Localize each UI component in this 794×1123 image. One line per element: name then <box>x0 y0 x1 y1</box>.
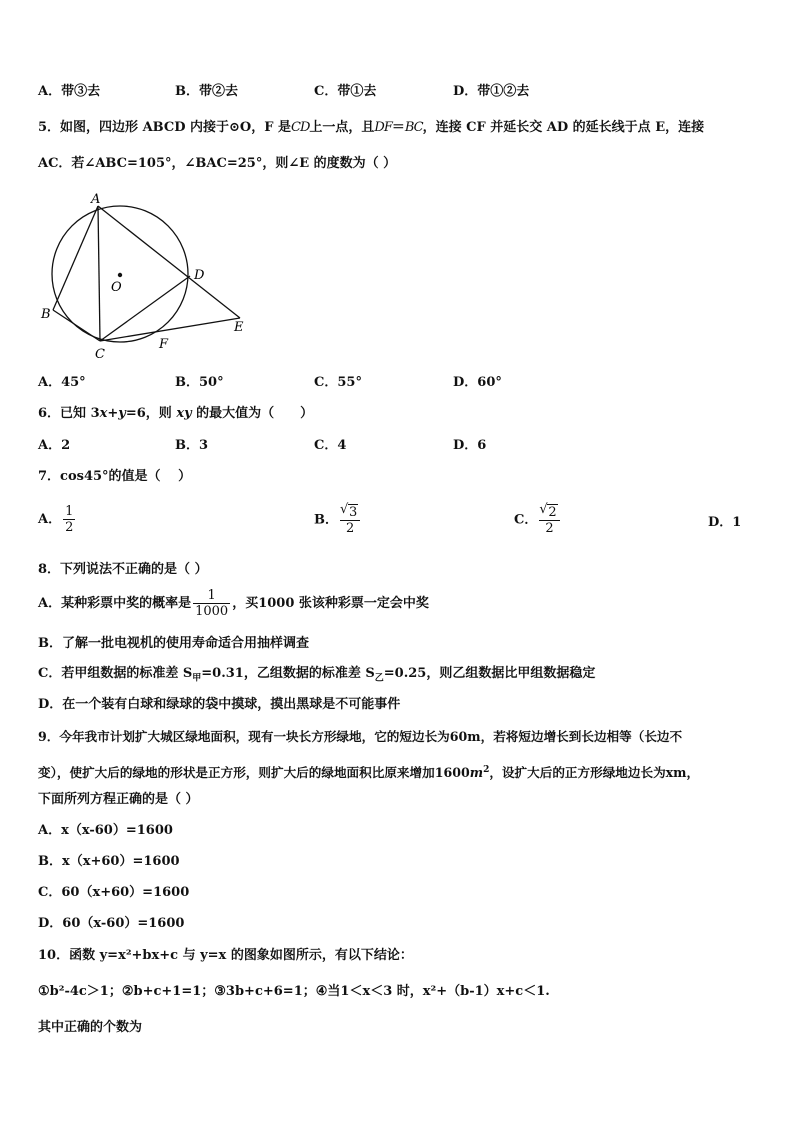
q7-option-d: D．1 <box>708 515 742 530</box>
q5-stem-line1 <box>38 120 704 136</box>
q7-option-c <box>514 504 562 536</box>
q9-stem-line2 <box>38 762 699 781</box>
q8-option-a-text1: A．某种彩票中奖的概率是 <box>38 596 192 611</box>
q9-stem-line1: 9．今年我市计划扩大城区绿地面积，现有一块长方形绿地，它的短边长为60m，若将短边增长到长边相等（长边不 <box>38 729 683 744</box>
q5-equals: ＝ <box>391 120 405 135</box>
q6-stem-part3: 的最大值为（ ） <box>191 406 314 421</box>
q8-option-c <box>38 666 595 687</box>
q5-stem-part1: 5．如图，四边形 ABCD 内接于⊙O，F 是 <box>38 120 292 135</box>
q8-option-a <box>38 588 429 619</box>
fraction-1-over-1000 <box>193 588 230 619</box>
fraction-sqrt2-over-2 <box>539 504 559 536</box>
fraction-denominator: 1000 <box>195 604 229 619</box>
q10-stem: 10．函数 y=x²+bx+c 与 y=x 的图象如图所示，有以下结论： <box>38 948 413 963</box>
label-d: D <box>194 268 205 283</box>
q9-option-c: C．60（x+60）=1600 <box>38 885 190 900</box>
sqrt-symbol: √ 3 <box>348 504 358 520</box>
q8-stem: 8．下列说法不正确的是（ ） <box>38 562 208 577</box>
q5-stem-part2: 上一点，且 <box>309 120 375 135</box>
q7-stem: 7．cos45°的值是（ ） <box>38 469 192 484</box>
q5-stem-part3: ，连接 CF 并延长交 AD 的延长线于点 E，连接 <box>422 120 705 135</box>
q6-option-d: D．6 <box>453 438 487 453</box>
q6-option-a: A．2 <box>38 438 71 453</box>
subscript-yi: 乙 <box>374 673 384 684</box>
q8-option-a-text2: ，买1000 张该种彩票一定会中奖 <box>232 596 429 611</box>
q4-option-c: C．带①去 <box>314 84 377 99</box>
q8-option-d: D．在一个装有白球和绿球的袋中摸球，摸出黑球是不可能事件 <box>38 697 401 712</box>
q10-conclusions: ①b²-4c＞1；②b+c+1=1；③3b+c+6=1；④当1＜x＜3 时，x²+（b-1）x+c＜1. <box>38 984 550 999</box>
q8-option-c-text1: C．若甲组数据的标准差 S <box>38 666 193 681</box>
arc-bc: BC <box>404 120 423 135</box>
fraction-denominator: 2 <box>65 520 74 535</box>
segment-ae <box>98 206 240 318</box>
fraction-numerator: 1 <box>65 504 74 519</box>
q6-stem-part1: 6．已知 3 <box>38 406 100 421</box>
segment-ce <box>100 318 240 341</box>
q6-option-c: C．4 <box>314 438 347 453</box>
q9-option-a: A．x（x-60）=1600 <box>38 823 173 838</box>
label-c: C <box>95 347 105 362</box>
unit-exponent: 2 <box>483 765 490 775</box>
arc-df: DF <box>374 120 392 135</box>
segment-ab <box>53 206 98 310</box>
q4-option-a: A．带③去 <box>38 84 101 99</box>
fraction-numerator: 1 <box>193 588 230 604</box>
q5-option-b: B．50° <box>175 375 224 390</box>
q6-var-x: x <box>99 406 108 421</box>
q5-stem-line2: AC．若∠ABC=105°，∠BAC=25°，则∠E 的度数为（ ） <box>38 156 397 171</box>
label-o: O <box>111 280 122 295</box>
q10-prompt: 其中正确的个数为 <box>38 1020 143 1035</box>
q6-var-y: y <box>118 406 126 421</box>
q4-option-b: B．带②去 <box>175 84 238 99</box>
unit-square-meter: m <box>469 765 484 781</box>
q9-option-b: B．x（x+60）=1600 <box>38 854 180 869</box>
q8-option-c-text3: =0.25，则乙组数据比甲组数据稳定 <box>383 666 596 681</box>
arc-cd: CD <box>291 120 310 135</box>
q7-option-b-label: B． <box>314 512 338 528</box>
q4-option-d: D．带①②去 <box>453 84 530 99</box>
q8-option-c-text2: =0.31，乙组数据的标准差 S <box>201 666 375 681</box>
center-point-o <box>118 273 122 277</box>
q5-geometry-figure <box>38 188 258 363</box>
fraction-denominator: 2 <box>346 521 355 536</box>
q9-stem-part1: 变），使扩大后的绿地的形状是正方形，则扩大后的绿地面积比原来增加1600 <box>38 765 470 781</box>
q9-stem-line3: 下面所列方程正确的是（ ） <box>38 792 199 807</box>
segment-bc <box>53 310 100 341</box>
sqrt-symbol: √ 2 <box>547 504 557 520</box>
subscript-jia: 甲 <box>192 673 202 684</box>
label-f: F <box>159 337 169 352</box>
q6-stem <box>38 406 313 422</box>
q7-option-a <box>38 504 77 535</box>
q7-option-a-label: A． <box>38 512 62 527</box>
fraction-numerator <box>340 504 360 521</box>
q6-stem-part2: =6，则 <box>125 406 172 421</box>
label-b: B <box>41 307 51 322</box>
label-a: A <box>91 192 101 207</box>
q7-option-c-label: C． <box>514 512 538 528</box>
q6-option-b: B．3 <box>175 438 209 453</box>
q5-option-a: A．45° <box>38 375 86 390</box>
q9-option-d: D．60（x-60）=1600 <box>38 916 185 931</box>
fraction-sqrt3-over-2 <box>340 504 360 536</box>
segment-ac <box>98 206 100 341</box>
label-e: E <box>234 320 244 335</box>
q5-option-c: C．55° <box>314 375 362 390</box>
fraction-denominator: 2 <box>545 521 554 536</box>
q6-var-xy: xy <box>176 406 192 421</box>
q8-option-b: B．了解一批电视机的使用寿命适合用抽样调查 <box>38 636 309 651</box>
q7-option-b <box>314 504 362 536</box>
q9-stem-part2: ，设扩大后的正方形绿地边长为xm， <box>489 765 700 781</box>
q5-option-d: D．60° <box>453 375 502 390</box>
fraction-numerator <box>539 504 559 521</box>
fraction-one-half <box>63 504 75 535</box>
q6-plus: + <box>107 406 119 421</box>
